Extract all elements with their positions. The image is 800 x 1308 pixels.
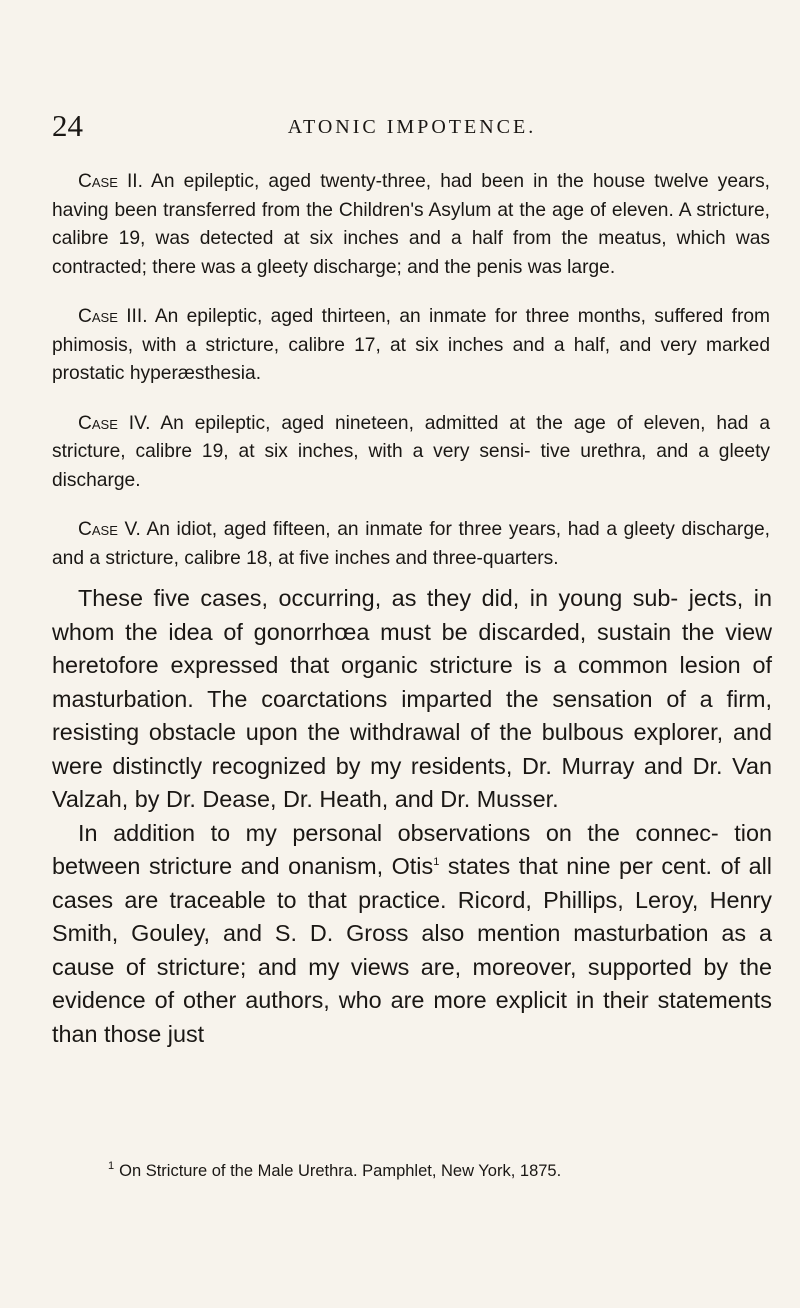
page-number: 24 (52, 108, 83, 143)
case-text: An epileptic, aged thirteen, an inmate for three months, suffered from phimosis, with a stricture, calibre 17, at six inches and a half, and very marked prostatic hyperæsthesia. (52, 306, 770, 384)
case-label: Case II. (78, 171, 143, 192)
body-paragraph-1: These five cases, occurring, as they did, in young sub- jects, in whom the idea of gonorrhœa must be discarded, sustain the view heretofore expressed that organic stricture is a common lesion of masturbation. The coarctations imparted the sensation of a firm, resisting obstacle upon the withdrawal of the bulbous explorer, and were distinctly recognized by my residents, Dr. Murray and Dr. Van Valzah, by Dr. Dease, Dr. Heath, and Dr. Musser. (52, 585, 772, 812)
case-list (52, 168, 770, 594)
case-label: Case IV. (78, 412, 151, 434)
case-text: An epileptic, aged twenty-three, had been in the house twelve years, having been transferred from the Children's Asylum at the age of eleven. A stricture, calibre 19, was detected at six inches and a half from the meatus, which was contracted; there was a gleety discharge; and the penis was large. (52, 171, 770, 278)
footnote-text: On Stricture of the Male Urethra. Pamphlet, New York, 1875. (119, 1162, 562, 1180)
footnote-reference: 1 (433, 856, 440, 868)
case-paragraph-ii (52, 168, 770, 282)
case-text: An epileptic, aged nineteen, admitted at the age of eleven, had a stricture, calibre 19, at six inches, with a very sensi- tive urethra, and a gleety discharge. (52, 412, 770, 491)
body-text (52, 582, 772, 1051)
case-paragraph-iii (52, 303, 770, 389)
case-label: Case V. (78, 519, 141, 540)
body-paragraph-2-rest: states that nine per cent. of all cases are traceable to that practice. Ricord, Phillips, Leroy, Henry Smith, Gouley, and S. D. Gross also mention masturbation as a cause of stricture; and my views are, moreover, supported by the evidence of other authors, who are more explicit in their statements than those just (52, 853, 772, 1047)
case-label: Case III. (78, 306, 148, 327)
footnote-marker: 1 (108, 1160, 115, 1172)
running-head (52, 108, 772, 148)
running-title: ATONIC IMPOTENCE. (287, 116, 537, 138)
case-paragraph-v (52, 516, 770, 573)
footnote (108, 1155, 788, 1182)
body-paragraph-2 (52, 817, 772, 1052)
body-paragraph-2-start: In addition to my personal observations on the connec- tion between stricture and onanism, Otis (52, 819, 772, 879)
case-paragraph-iv (52, 410, 770, 496)
case-text: An idiot, aged fifteen, an inmate for three years, had a gleety discharge, and a stricture, calibre 18, at five inches and three-quarters. (52, 519, 770, 569)
